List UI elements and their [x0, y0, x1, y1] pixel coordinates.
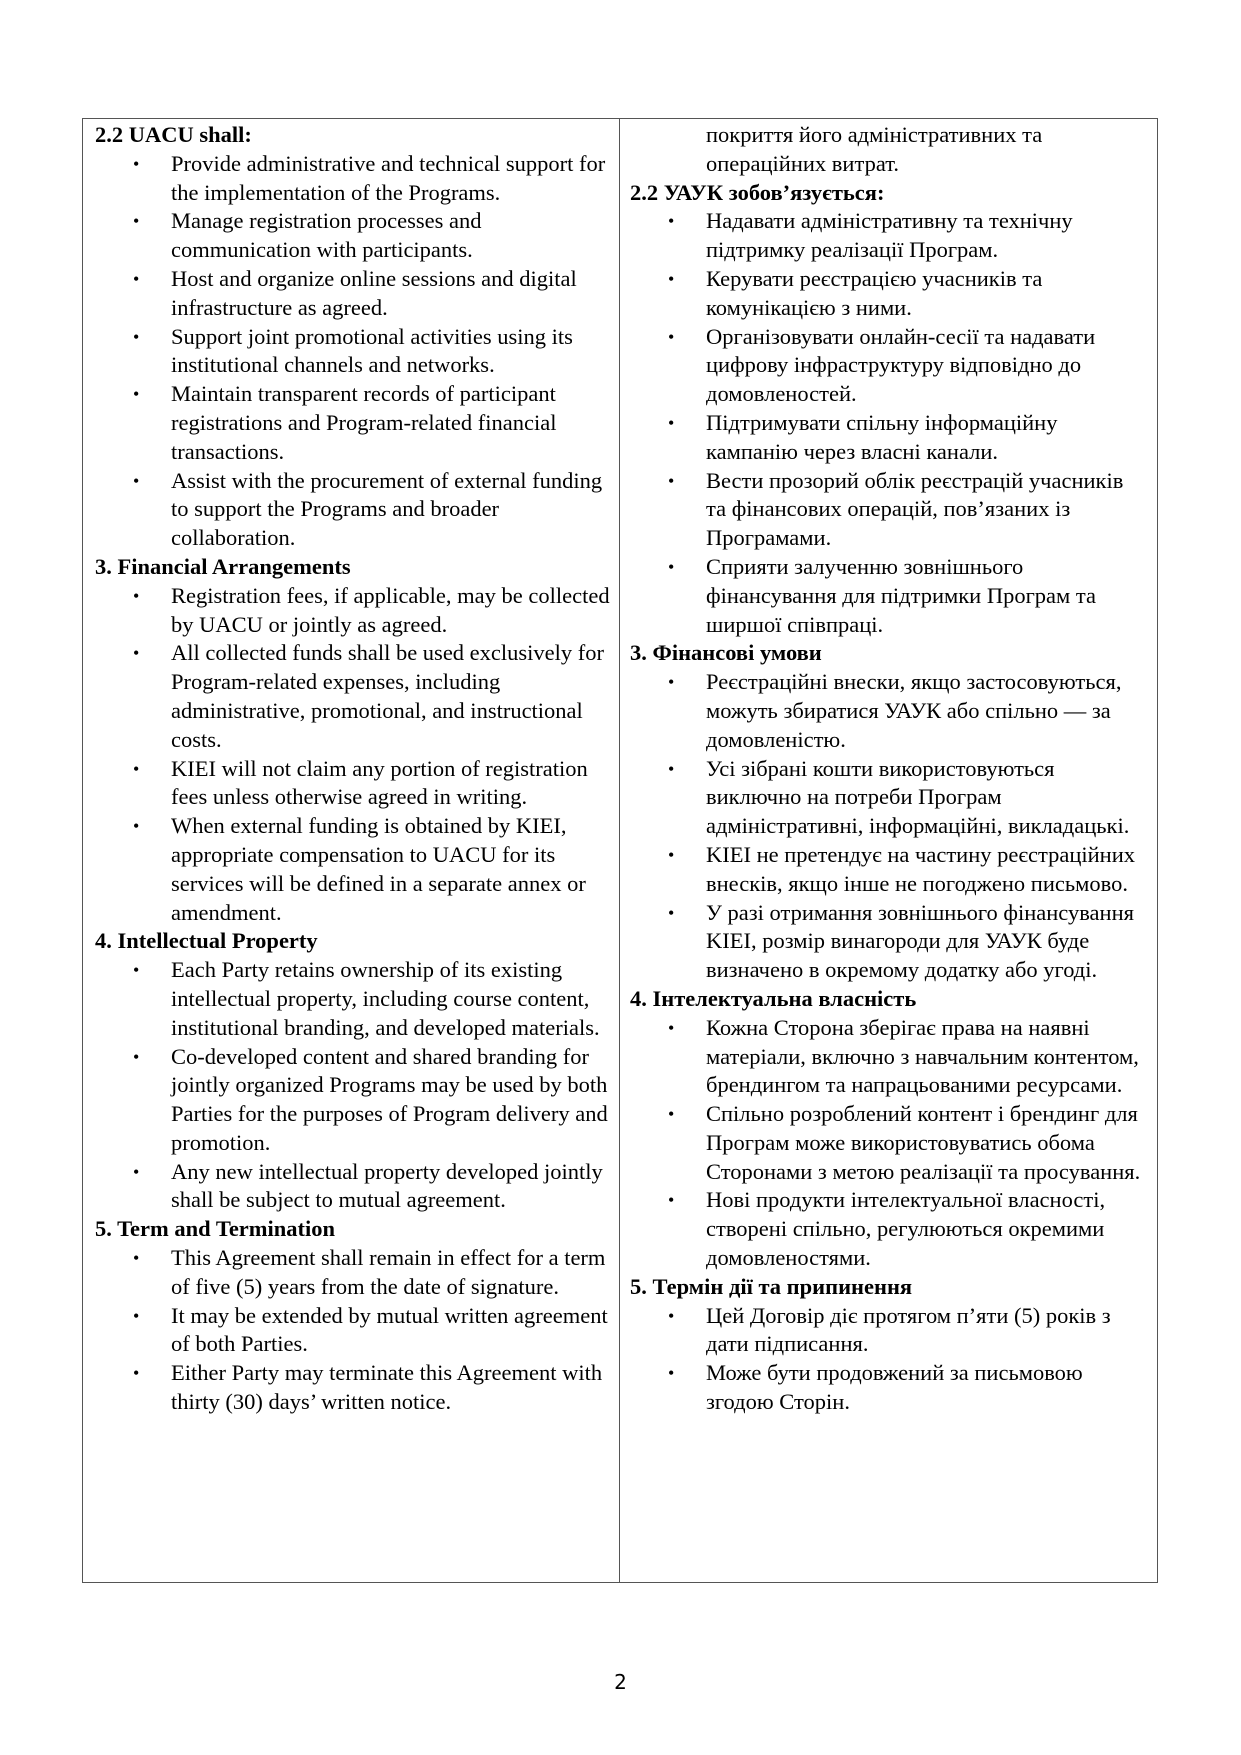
list-item: • Each Party retains ownership of its existing intellectual property, including course content, institutional branding, and developed materials. — [133, 957, 600, 1040]
list-item: • Co-developed content and shared branding for jointly organized Programs may be used by both Parties for the purposes of Program delivery and promotion. — [133, 1043, 608, 1155]
list-item: • Цей Договір діє протягом п’яти (5) років з дати підписання. — [668, 1302, 1111, 1357]
bullet-icon: • — [668, 1017, 675, 1038]
bullet-list — [630, 668, 1149, 985]
bullet-icon: • — [133, 643, 140, 664]
bullet-list — [630, 1302, 1149, 1417]
list-item: • KIEI will not claim any portion of registration fees unless otherwise agreed in writing. — [133, 755, 588, 810]
list-item: • Підтримувати спільну інформаційну кампанію через власні канали. — [668, 409, 1058, 464]
bullet-icon: • — [133, 758, 140, 779]
bullet-list — [95, 150, 611, 553]
bullet-list — [630, 207, 1149, 639]
bullet-icon: • — [133, 326, 140, 347]
list-item: • Надавати адміністративну та технічну підтримку реалізації Програм. — [668, 208, 1073, 263]
bullet-icon: • — [133, 384, 140, 405]
list-item: • Host and organize online sessions and digital infrastructure as agreed. — [133, 265, 577, 320]
list-item: • У разі отримання зовнішнього фінансування KIEI, розмір винагороди для УАУК буде визначено в окремому додатку або угоді. — [668, 899, 1134, 983]
list-item: • Може бути продовжений за письмовою згодою Сторін. — [668, 1360, 1083, 1415]
list-item: • Provide administrative and technical support for the implementation of the Programs. — [133, 150, 606, 205]
list-item: • When external funding is obtained by KIEI, appropriate compensation to UACU for its services will be defined in a separate annex or amendment. — [133, 813, 586, 925]
ukrainian-column — [620, 119, 1157, 1582]
list-item: • KIEI не претендує на частину реєстраційних внесків, якщо інше не погоджено письмово. — [668, 841, 1135, 896]
bullet-icon: • — [133, 268, 140, 289]
list-item: • Сприяти залученню зовнішнього фінансування для підтримки Програм та ширшої співпраці. — [668, 553, 1097, 637]
section-heading: 4. Intellectual Property — [95, 928, 318, 954]
bullet-icon: • — [133, 211, 140, 232]
list-item: • Manage registration processes and communication with participants. — [133, 208, 482, 263]
bullet-icon: • — [668, 1104, 675, 1125]
page-number: 2 — [614, 1670, 627, 1694]
bullet-icon: • — [133, 1046, 140, 1067]
bullet-icon: • — [668, 268, 675, 289]
bullet-icon: • — [668, 412, 675, 433]
section-heading: 4. Інтелектуальна власність — [630, 985, 917, 1011]
list-item: • It may be extended by mutual written agreement of both Parties. — [133, 1302, 608, 1357]
list-item: • This Agreement shall remain in effect for a term of five (5) years from the date of signature. — [133, 1245, 606, 1299]
list-item: • Керувати реєстрацією учасників та комунікацією з ними. — [668, 265, 1043, 320]
bullet-icon: • — [133, 470, 140, 491]
bullet-icon: • — [668, 1190, 675, 1211]
bullet-icon: • — [668, 844, 675, 865]
bullet-icon: • — [668, 758, 675, 779]
bullet-icon: • — [133, 1161, 140, 1182]
bullet-icon: • — [133, 1305, 140, 1326]
list-item: • Registration fees, if applicable, may be collected by UACU or jointly as agreed. — [133, 582, 610, 637]
bullet-icon: • — [668, 902, 675, 923]
list-item: • Реєстраційні внески, якщо застосовуються, можуть збиратися УАУК або спільно — за домовленістю. — [668, 669, 1122, 752]
section-heading: 2.2 UACU shall: — [95, 122, 252, 147]
bullet-icon: • — [133, 1363, 140, 1384]
bilingual-agreement-table — [82, 118, 1158, 1583]
bullet-list — [95, 956, 611, 1215]
section-heading: 3. Фінансові умови — [630, 640, 822, 666]
list-item: • Нові продукти інтелектуальної власності, створені спільно, регулюються окремими домовленостями. — [668, 1187, 1106, 1271]
bullet-icon: • — [668, 470, 675, 491]
list-item: • Організовувати онлайн-сесії та надавати цифрову інфраструктуру відповідно до домовленостей. — [668, 323, 1096, 407]
section-heading: 5. Term and Termination — [95, 1216, 336, 1242]
section-heading: 5. Термін дії та припинення — [630, 1273, 913, 1299]
continued-text: покриття його адміністративних та операційних витрат. — [706, 122, 1043, 176]
bullet-icon: • — [668, 1305, 675, 1326]
list-item: • Any new intellectual property developed jointly shall be subject to mutual agreement. — [133, 1158, 603, 1213]
bullet-list — [95, 582, 611, 928]
english-column — [83, 119, 620, 1582]
list-item: • Support joint promotional activities using its institutional channels and networks. — [133, 323, 573, 378]
list-item: • Кожна Сторона зберігає права на наявні матеріали, включно з навчальним контентом, брендингом та напрацьованими ресурсами. — [668, 1014, 1139, 1098]
bullet-icon: • — [668, 211, 675, 232]
bullet-icon: • — [133, 585, 140, 606]
bullet-icon: • — [133, 816, 140, 837]
bullet-icon: • — [668, 672, 675, 693]
list-item: • Усі зібрані кошти використовуються виключно на потреби Програм адміністративні, інформаційні, викладацькі. — [668, 755, 1130, 839]
bullet-list — [630, 1014, 1149, 1273]
bullet-icon: • — [668, 556, 675, 577]
list-item: • Вести прозорий облік реєстрацій учасників та фінансових операцій, пов’язаних із Програмами. — [668, 467, 1124, 551]
list-item: • Maintain transparent records of participant registrations and Program-related financial transactions. — [133, 381, 557, 464]
bullet-icon: • — [133, 960, 140, 981]
list-item: • Either Party may terminate this Agreement with thirty (30) days’ written notice. — [133, 1360, 603, 1415]
list-item: • All collected funds shall be used exclusively for Program-related expenses, including administrative, promotional, and instructional costs. — [133, 640, 605, 752]
bullet-icon: • — [668, 326, 675, 347]
list-item: • Assist with the procurement of external funding to support the Programs and broader collaboration. — [133, 467, 603, 551]
section-heading: 3. Financial Arrangements — [95, 553, 351, 579]
bullet-icon: • — [133, 153, 140, 174]
bullet-icon: • — [668, 1363, 675, 1384]
bullet-icon: • — [133, 1248, 140, 1269]
bullet-list — [95, 1244, 611, 1417]
list-item: • Спільно розроблений контент і брендинг для Програм може використовуватись обома Сторонами з метою реалізації та просування. — [668, 1101, 1141, 1184]
section-heading: 2.2 УАУК зобов’язується: — [630, 179, 885, 205]
